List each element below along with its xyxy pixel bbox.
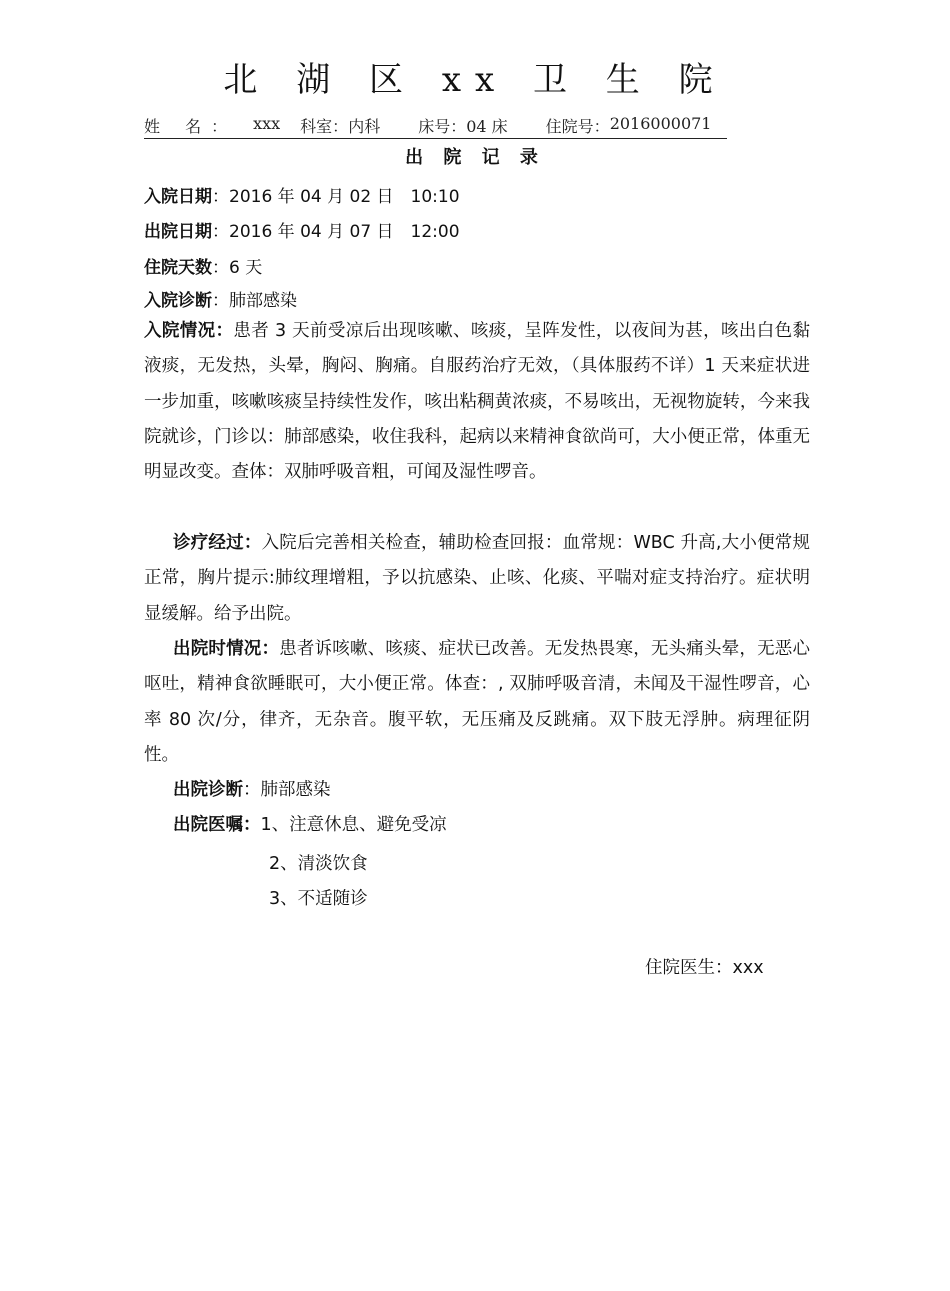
advice-item: 2、清淡饮食 [269,854,368,874]
admission-condition-label: 入院情况： [144,321,234,341]
admit-diagnosis-value: ：肺部感染 [212,291,297,311]
record-title: 出 院 记 录 [405,147,545,168]
doctor-name: xxx [732,958,764,978]
discharge-diagnosis-paragraph [144,773,810,808]
discharge-condition-text: 患者诉咳嗽、咳痰、症状已改善。无发热畏寒，无头痛头晕，无恶心呕吐，精神食欲睡眠可，大小便正常。体查：, 双肺呼吸音清，未闻及干湿性啰音，心率 80 次/分，律齐，无杂音。腹平软，无压痛及反跳痛。双下肢无浮肿。病理征阴性。 [144,639,811,765]
admission-number-value: 2016000071 [609,114,712,133]
admit-date-value: ：2016 年 04 月 02 日 10:10 [212,187,460,207]
bed-value: 04 床 [466,117,508,136]
discharge-date-label: 出院日期 [144,222,212,242]
patient-name-label: 姓 名： [144,117,238,136]
discharge-diagnosis-label: 出院诊断 [173,780,243,800]
treatment-label: 诊疗经过： [173,533,262,553]
doctor-signature [645,954,764,979]
stay-days-field [144,253,262,278]
patient-info-line [144,114,727,139]
stay-days-value: ：6 天 [212,258,263,278]
admit-diagnosis-label: 入院诊断 [144,291,212,311]
department-label: 科室： [300,117,349,136]
department-value: 内科 [348,117,381,136]
admit-date-field [144,182,460,207]
bed-label: 床号： [418,117,467,136]
admit-diagnosis-field [144,286,297,311]
stay-days-label: 住院天数 [144,258,212,278]
doctor-label: 住院医生： [645,958,733,978]
admission-condition-text: 患者 3 天前受凉后出现咳嗽、咳痰，呈阵发性，以夜间为甚，咳出白色黏液痰，无发热，头晕，胸闷、胸痛。自服药治疗无效，（具体服药不详）1 天来症状进一步加重，咳嗽咳痰呈持续性发作，咳出粘稠黄浓痰，不易咳出，无视物旋转，今来我院就诊，门诊以：肺部感染，收住我科，起病以来精神食欲尚可，大小便正常，体重无明显改变。查体：双肺呼吸音粗，可闻及湿性啰音。 [144,321,810,483]
admission-condition-paragraph [144,314,810,490]
advice-item: 3、不适随诊 [269,889,368,909]
discharge-date-value: ：2016 年 04 月 07 日 12:00 [212,222,460,242]
treatment-text: 入院后完善相关检查，辅助检查回报：血常规：WBC 升高,大小便常规正常，胸片提示:肺纹理增粗，予以抗感染、止咳、化痰、平喘对症支持治疗。症状明显缓解。给予出院。 [144,533,810,624]
discharge-diagnosis-value: ：肺部感染 [243,780,331,800]
discharge-condition-paragraph [144,632,810,773]
admission-number-label: 住院号： [545,117,610,136]
treatment-paragraph [144,526,810,632]
discharge-advice-paragraph [144,808,810,843]
patient-name-value: xxx [253,114,281,133]
discharge-date-field [144,217,460,242]
hospital-name: 北 湖 区 xx 卫 生 院 [223,60,727,100]
advice-item: 1、注意休息、避免受凉 [260,815,447,835]
admit-date-label: 入院日期 [144,187,212,207]
discharge-advice-label: 出院医嘱： [173,815,261,835]
discharge-condition-label: 出院时情况： [173,639,280,659]
